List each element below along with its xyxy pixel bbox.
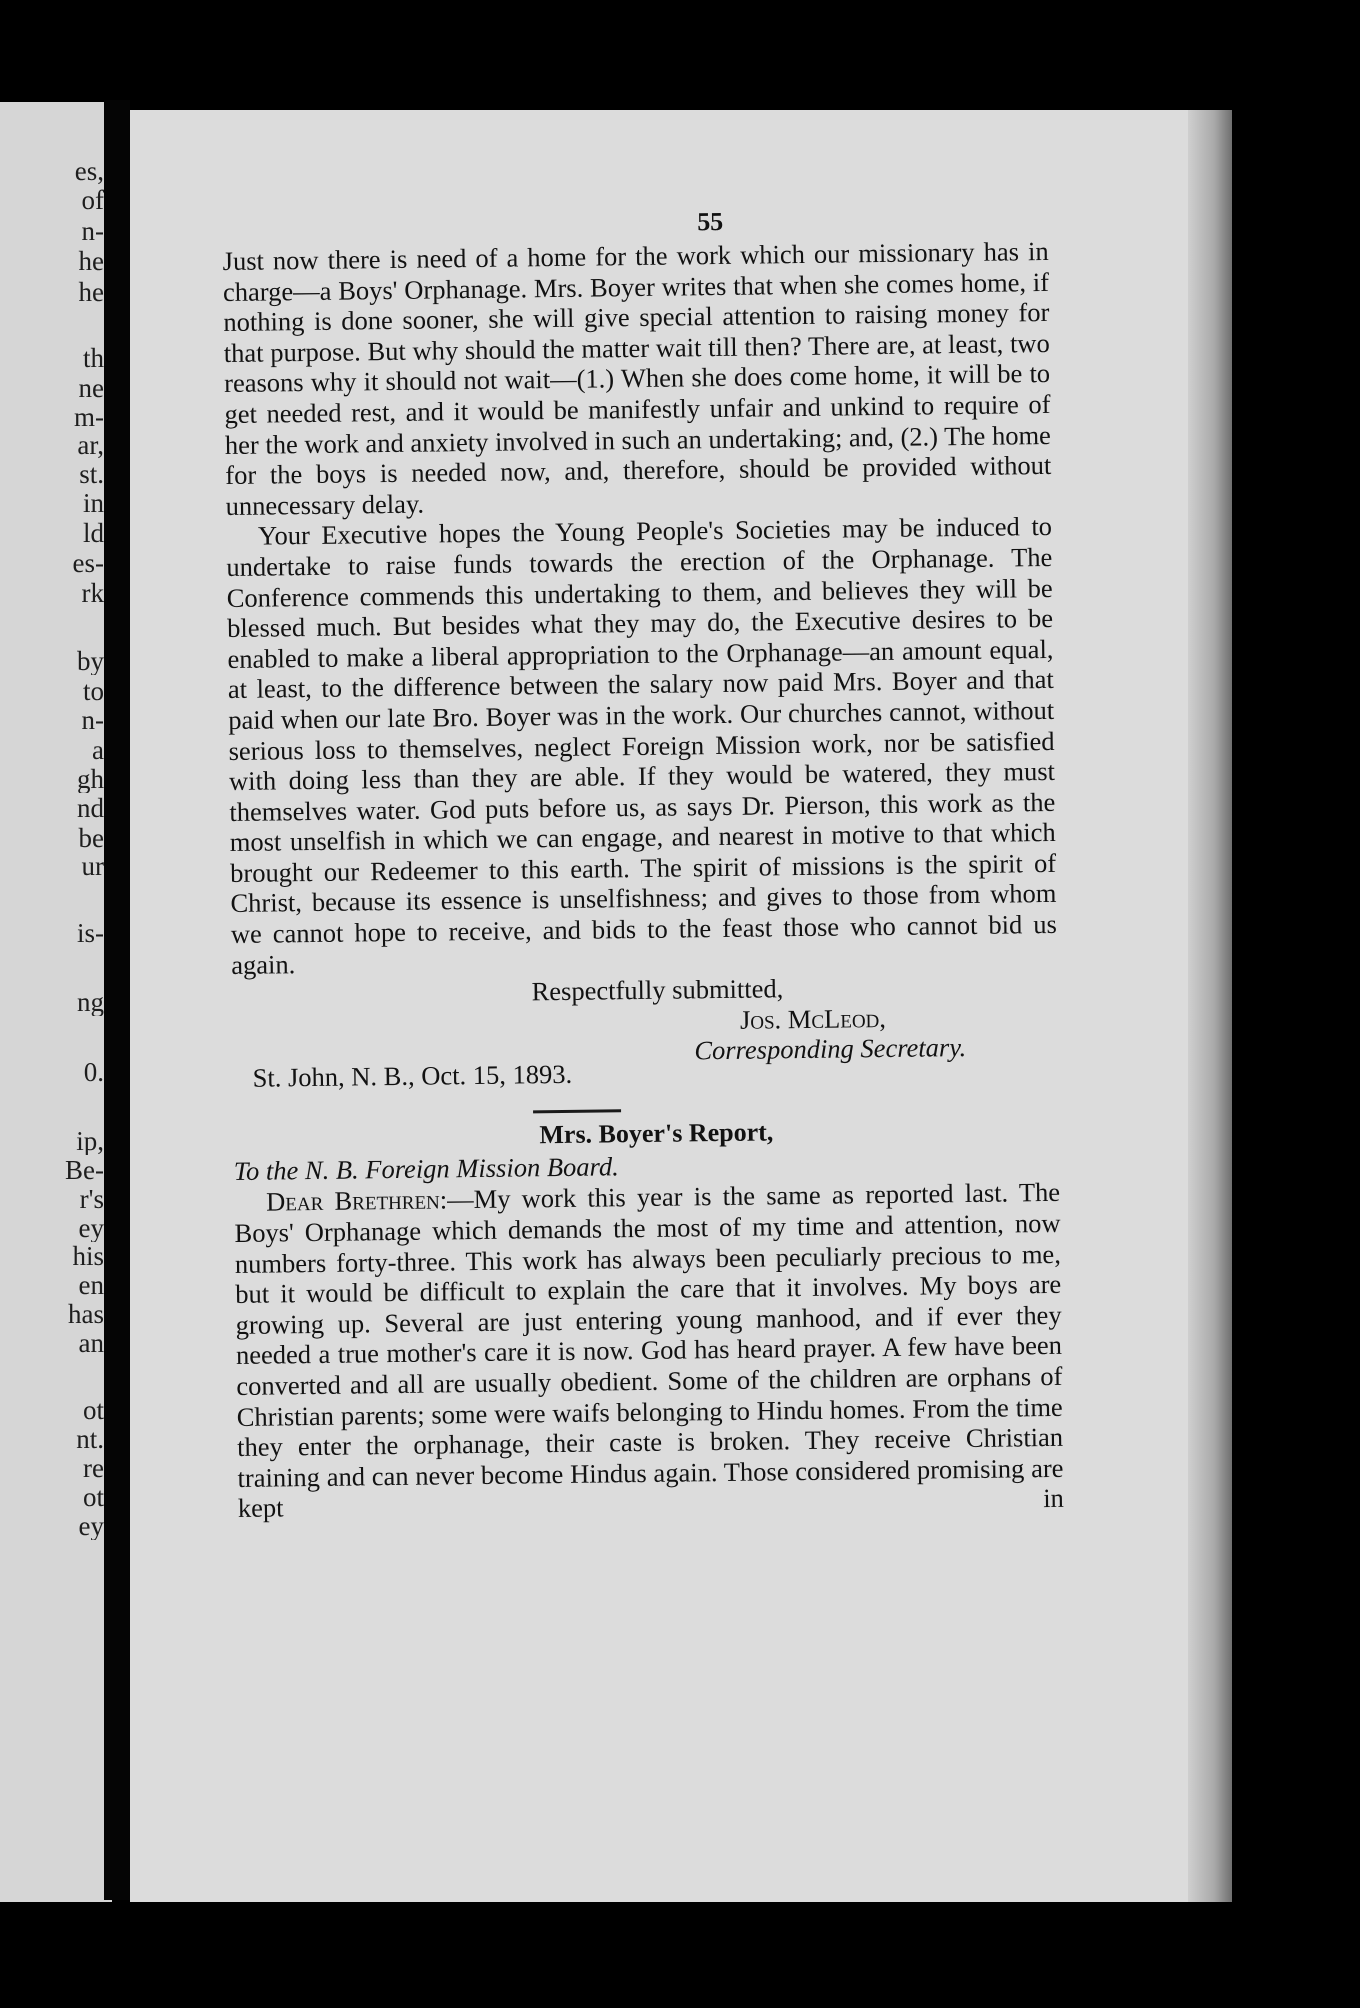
left-page-fragment: of: [81, 187, 104, 214]
section-divider: [533, 1110, 621, 1114]
left-page-fragment: ar,: [77, 432, 104, 459]
closing: Respectfully submitted,: [531, 973, 784, 1007]
left-page-fragment: nt.: [76, 1426, 104, 1453]
left-page-fragment: in: [82, 490, 104, 517]
left-page-fragment: ng: [77, 989, 104, 1016]
signer-name-text: Jos. McLeod,: [739, 1002, 887, 1035]
left-page-fragment: 0.: [83, 1059, 104, 1086]
left-page-fragment: m-: [74, 404, 104, 431]
left-page-fragment: re: [83, 1455, 104, 1482]
left-page-fragment: ey: [78, 1215, 104, 1242]
left-page-fragment: by: [77, 648, 104, 675]
left-page-fragment: en: [78, 1272, 104, 1299]
book-gutter: [104, 100, 130, 1900]
left-page-fragment: be: [78, 825, 104, 852]
left-page-fragment: rk: [81, 580, 104, 607]
paragraph-executive-hopes: Your Executive hopes the Young People's Societies may be induced to undertake to raise funds towards the erection of the Orphanage. The Conference commends this undertaking to them, and believes they will be blessed much. But besides what they may do, the Executive desires to be enabled to make a liberal appropriation to the Orphanage—an amount equal, at least, to the difference between the salary now paid Mrs. Boyer and that paid when our late Bro. Boyer was in the work. Our churches cannot, without serious loss to themselves, neglect Foreign Mission work, nor be satisfied with doing less than they are able. If they would be watered, they must themselves water. God puts before us, as says Dr. Pierson, this work as the most unselfish in which we can engage, and nearest in motive to that which brought our Redeemer to this earth. The spirit of missions is the spirit of Christ, because its essence is unselfishness; and gives to those from whom we cannot hope to receive, and bids to the feast those who cannot bid us again.: [226, 511, 1057, 980]
left-page-fragment: ur: [81, 853, 104, 880]
left-page-fragment: ey: [78, 1513, 104, 1540]
page-number: 55: [697, 206, 724, 237]
left-page-fragment: nd: [77, 795, 104, 822]
left-page-fragment: n-: [81, 707, 104, 734]
report-body: —My work this year is the same as reported last. The Boys' Orphanage which demands the most of my time and attention, now numbers forty-three. This work has always been peculiarly precious to me, but it would be difficult to explain the care that it involves. My boys are growing up. Several are just entering young manhood, and if ever they needed a true mother's care it is now. God has heard prayer. A few have been converted and all are usually obedient. Some of the children are orphans of Christian parents; some were waifs belonging to Hindu homes. From the time they enter the orphanage, their caste is broken. They receive Christian training and can never become Hindus again. Those considered promising are kept in: [234, 1177, 1065, 1524]
left-page-fragment: r's: [79, 1186, 104, 1213]
left-page-fragment: es-: [72, 550, 104, 577]
left-page-fragment: ip,: [76, 1128, 104, 1155]
paragraph-orphanage-need: Just now there is need of a home for the work which our missionary has in charge—a Boys' Orphanage. Mrs. Boyer writes that when she comes home, if nothing is done sooner, she will give special attention to raising money for that purpose. But why should the matter wait till then? There are, at least, two reasons why it should not wait—(1.) When she does come home, it will be to get needed rest, and it would be manifestly unfair and unkind to require of her the work and anxiety involved in such an undertaking; and, (2.) The home for the boys is needed now, and, therefore, should be provided without unnecessary delay.: [222, 235, 1052, 521]
left-page-fragment: Be-: [65, 1157, 104, 1184]
page-edge-shadow: [1188, 110, 1232, 1902]
left-page-fragment: ld: [82, 520, 104, 547]
left-page-edge: [0, 102, 112, 1902]
left-page-fragment: es,: [74, 158, 104, 185]
left-page-fragment: a: [92, 737, 104, 764]
left-page-fragment: ot: [82, 1397, 104, 1424]
addressee: To the N. B. Foreign Mission Board.: [233, 1151, 619, 1187]
left-page-fragment: gh: [77, 766, 104, 793]
page-text: [222, 200, 1064, 1524]
left-page-fragment: he: [78, 248, 104, 275]
left-page-fragment: ne: [78, 375, 104, 402]
report-title: Mrs. Boyer's Report,: [539, 1117, 774, 1150]
dateline: St. John, N. B., Oct. 15, 1893.: [252, 1059, 573, 1094]
paragraph-boyer-report: [234, 1177, 1064, 1524]
left-page-fragment: ot: [82, 1484, 104, 1511]
left-page-fragment: has: [68, 1301, 104, 1328]
left-page-fragment: he: [78, 279, 104, 306]
left-page-fragment: th: [82, 345, 104, 372]
left-page-fragment: his: [72, 1243, 104, 1270]
left-page-fragment: n-: [81, 218, 104, 245]
left-page-fragment: an: [78, 1330, 104, 1357]
left-page-fragment: to: [82, 678, 104, 705]
salutation: Dear Brethren:: [265, 1184, 448, 1218]
left-page-fragment: is-: [77, 920, 104, 947]
page: [130, 110, 1232, 1902]
left-page-fragment: st.: [79, 461, 104, 488]
signer-title: Corresponding Secretary.: [694, 1032, 967, 1066]
